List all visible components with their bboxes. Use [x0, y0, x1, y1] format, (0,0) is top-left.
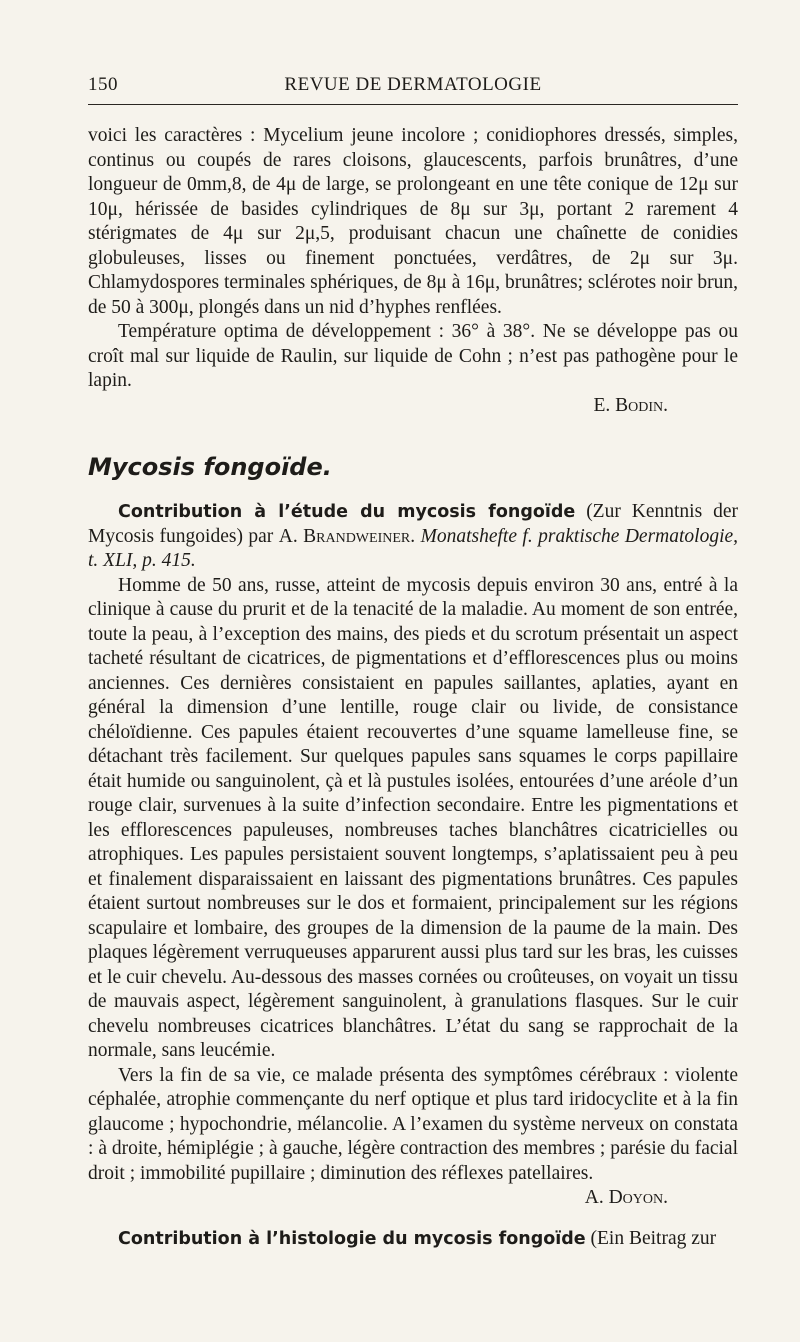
signature: E. Bodin. [593, 394, 668, 416]
paragraph-text: Température optima de développement : 36° à 38°. Ne se développe pas ou croît mal sur liquide de Raulin, sur liquide de Cohn ; n’est pas pathogène pour le lapin. [88, 321, 738, 391]
paragraph: voici les caractères : Mycelium jeune incolore ; conidiophores dressés, simples, continus ou coupés de rares cloisons, glaucescents, parfois brunâtres, d’une longueur de 0mm,8, de 4μ de large, se prolongeant en une tête conique de 12μ sur 10μ, hérissée de basides cylindriques de 8μ sur 3μ, portant 2 rarement 4 stérigmates de 4μ sur 2μ,5, produisant chacun une chaînette de conidies globuleuses, lisses ou finement ponctuées, verdâtres, de 2μ sur 3μ. Chlamydospores terminales sphériques, de 8μ à 16μ, brunâtres; sclérotes noir brun, de 50 à 300μ, plongés dans un nid d’hyphes renflées. [88, 125, 738, 318]
article-title: Contribution à l’histologie du mycosis fongoïde [118, 1228, 586, 1249]
page-number: 150 [88, 74, 118, 95]
signature: A. Doyon. [584, 1187, 668, 1208]
header-rule [88, 104, 738, 105]
article-german-title: (Zur Kenntnis der Mycosis fungoides) par [88, 501, 738, 547]
paragraph-with-signature [88, 320, 738, 394]
article-journal: Monatshefte f. praktische Dermatologie, [420, 525, 739, 547]
article-german-title: (Ein Beitrag zur [590, 1227, 717, 1249]
article-heading [88, 500, 738, 574]
article-title: Contribution à l’étude du mycosis fongoïde [118, 502, 576, 522]
article-reference: t. XLI, p. 415. [88, 550, 196, 571]
article-heading [88, 1227, 738, 1252]
paragraph: Vers la fin de sa vie, ce malade présenta des symptômes cérébraux : violente céphalée, atrophie commençante du nerf optique et plus tard iridocyclite et à la fin glaucome ; hypochondrie, mélancolie. A l’examen du système nerveux on constata : à droite, hémiplégie ; à gauche, légère contraction des membres ; parésie du facial droit ; immobilité pupillaire ; diminution des réflexes patellaires. [88, 1064, 738, 1184]
paragraph: Homme de 50 ans, russe, atteint de mycosis depuis environ 30 ans, entré à la clinique à cause du prurit et de la tenacité de la maladie. Au moment de son entrée, toute la peau, à l’exception des mains, des pieds et du scrotum présentait un aspect tacheté résultant de cicatrices, de pigmentations et d’efflorescences plus ou moins anciennes. Ces dernières consistaient en papules saillantes, aplaties, ayant en général la dimension d’une lentille, rouge clair ou livide, de consistance chéloïdienne. Ces papules étaient recouvertes d’une squame lamelleuse fine, se détachant très facilement. Sur quelques papules sans squames le corps papillaire était humide ou sanguinolent, çà et là pustules isolées, entourées d’une aréole d’un rouge clair, survenues à la suite d’infection secondaire. Entre les pigmentations et les efflorescences papuleuses, nombreuses taches blanchâtres cicatricielles ou atrophiques. Les papules persistaient souvent longtemps, s’aplatissaient peu à peu et finalement disparaissaient en laissant des pigmentations brunâtres. Ces papules étaient surtout nombreuses sur le dos et formaient, principalement sur les régions scapulaire et lombaire, des groupes de la dimension de la paume de la main. Des plaques légèrement verruqueuses apparurent aussi plus tard sur les bras, les cuisses et le cuir chevelu. Au-dessous des masses cornées ou croûteuses, on voyait un tissu de mauvais aspect, légèrement sanguinolent, à granulations flasques. Sur le cuir chevelu nombreuses cicatrices blanchâtres. L’état du sang se rapprochait de la normale, sans leucémie. [88, 574, 738, 1061]
section-title: Mycosis fongoïde. [88, 453, 332, 481]
page-header [88, 74, 738, 104]
running-title: REVUE DE DERMATOLOGIE [284, 74, 542, 95]
body-text [88, 124, 738, 1251]
article-author: A. Brandweiner. [278, 525, 416, 547]
